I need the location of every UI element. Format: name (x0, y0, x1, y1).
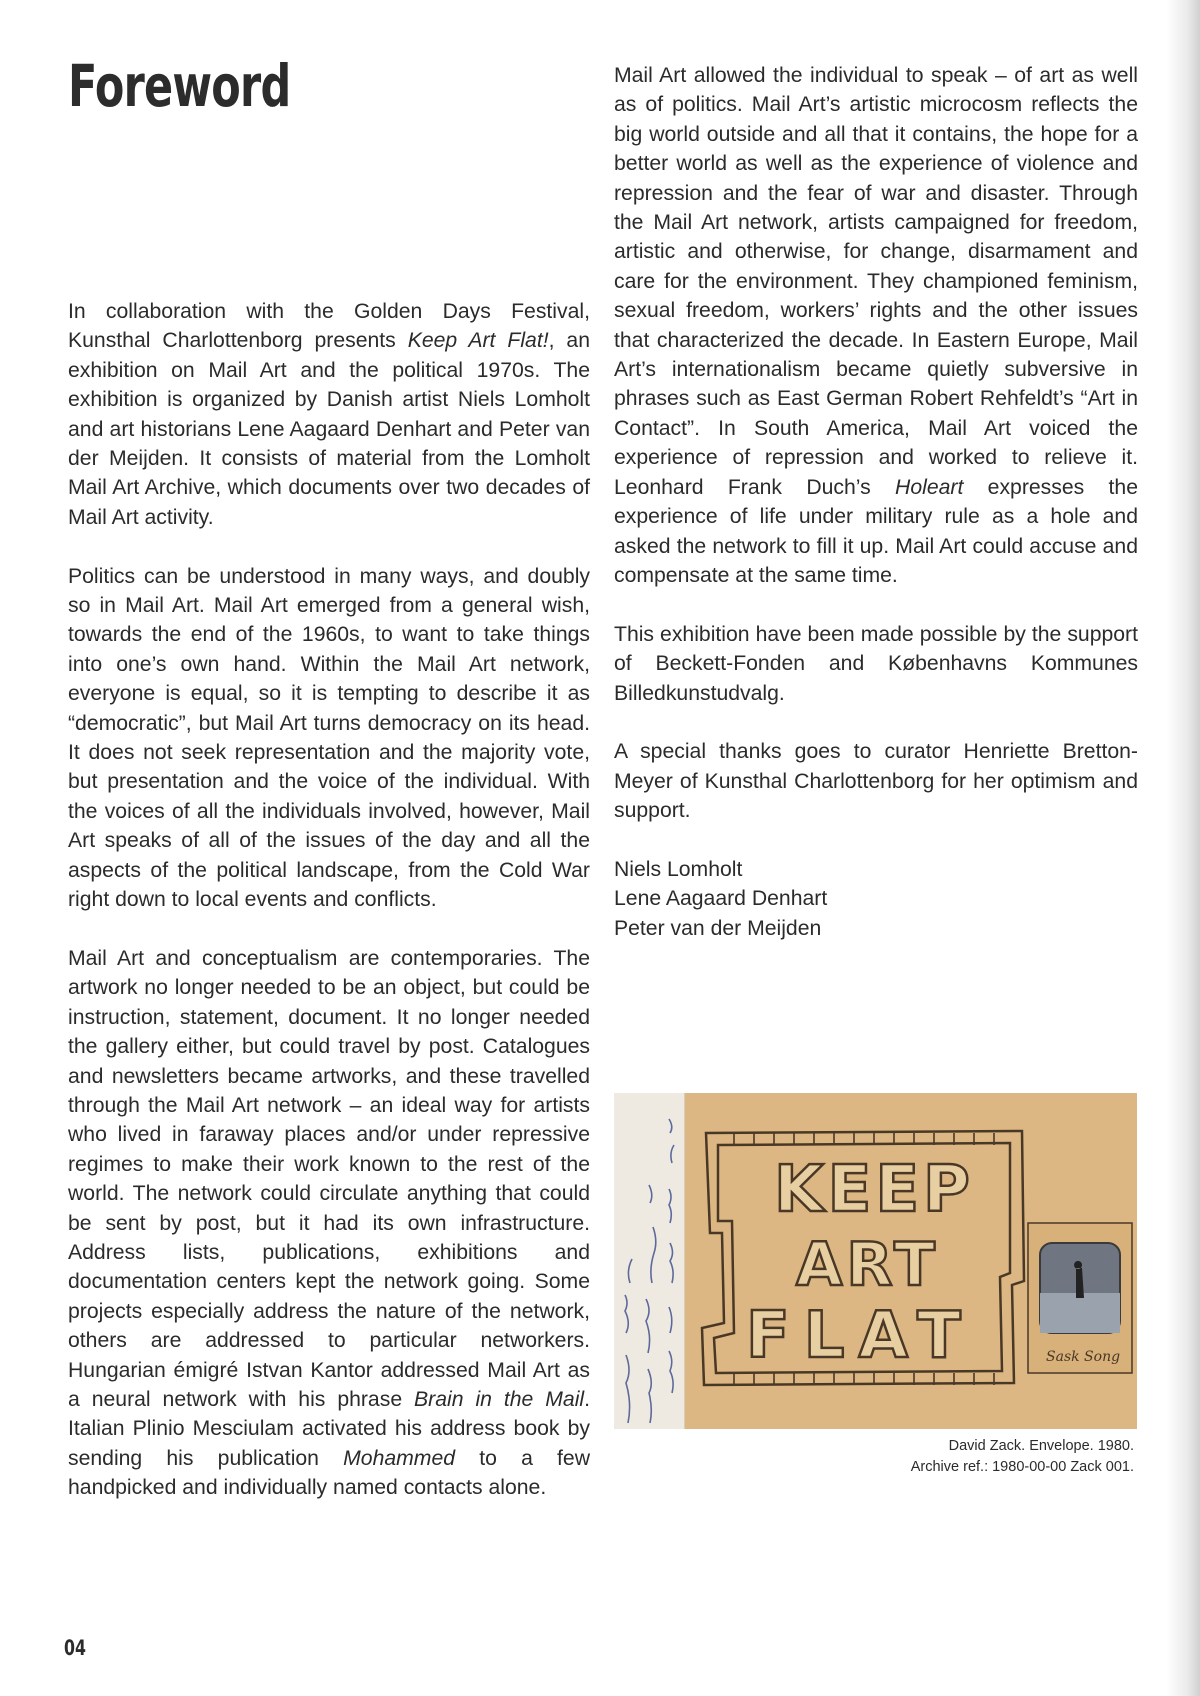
signature-name: Lene Aagaard Denhart (614, 887, 828, 911)
paragraph-individual: Mail Art allowed the individual to speak – of art as well as of politics. Mail Art’s artistic microcosm reflects the big world outside and all that it contains, the hope for a better world as well as the experience of violence and repression and the fear of war and disaster. Through the Mail Art network, artists campaigned for freedom, artistic and otherwise, for change, disarmament and care for the environment. They championed feminism, sexual freedom, workers’ rights and the other issues that characterized the decade. In Eastern Europe, Mail Art’s internationalism became quietly subversive in phrases such as East German Robert Rehfeldt’s “Art in Contact”. In South America, Mail Art voiced the experience of repression and worked to relieve it. Leonhard Frank Duch’s Holeart expresses the experience of life under military rule as a hole and asked the network to fill it up. Mail Art could accuse and compensate at the same time. (614, 64, 1138, 587)
photo-handwritten-label: Sask Song (1046, 1349, 1121, 1365)
paragraph-thanks: A special thanks goes to curator Henriette Bretton-Meyer of Kunsthal Charlottenborg for her optimism and support. (614, 740, 1138, 823)
page-edge-shadow (1166, 0, 1200, 1696)
artwork-word-keep: KEEP (774, 1153, 974, 1227)
page-number: 04 (64, 1636, 86, 1660)
keep-art-flat-drawing (614, 1093, 1137, 1429)
figure-caption (734, 1436, 1134, 1478)
signature-block (614, 855, 1138, 943)
artwork-word-flat: FLAT (746, 1299, 975, 1373)
paragraph-support: This exhibition have been made possible by the support of Beckett-Fonden and Københavns Kommunes Billedkunstudvalg. (614, 622, 1138, 705)
left-column (68, 297, 590, 1532)
paragraph-conceptualism: Mail Art and conceptualism are contemporaries. The artwork no longer needed to be an object, but could be instruction, statement, document. It no longer needed the gallery either, but could travel by post. Catalogues and newsletters became artworks, and these travelled through the Mail Art network – an ideal way for artists who lived in faraway places and/or under repressive regimes to make their work known to the rest of the world. The network could circulate anything that could be sent by post, but it had its own infrastructure. Address lists, publications, exhibitions and documentation centers kept the network going. Some projects especially address the nature of the network, others are addressed to particular networkers. Hungarian émigré Istvan Kantor addressed Mail Art as a neural network with his phrase Brain in the Mail. Italian Plinio Mesciulam activated his address book by sending his publication Mohammed to a few handpicked and individually named contacts alone. (68, 946, 591, 1500)
photo-ground (1040, 1293, 1120, 1333)
right-column (614, 61, 1138, 943)
page-title: Foreword (68, 52, 291, 120)
paragraph-intro: In collaboration with the Golden Days Festival, Kunsthal Charlottenborg presents Keep Art Flat!, an exhibition on Mail Art and the political 1970s. The exhibition is organized by Danish artist Niels Lomholt and art historians Lene Aagaard Denhart and Peter van der Meijden. It consists of material from the Lomholt Mail Art Archive, which documents over two decades of Mail Art activity. (68, 300, 590, 529)
signature-name: Peter van der Meijden (614, 916, 822, 940)
paragraph-politics: Politics can be understood in many ways, and doubly so in Mail Art. Mail Art emerged from a general wish, towards the end of the 1960s, to want to take things into one’s own hand. Within the Mail Art network, everyone is equal, so it is tempting to describe it as “democratic”, but Mail Art turns democracy on its head. It does not seek representation and the majority vote, but presentation and the voice of the individual. With the voices of all the individuals involved, however, Mail Art speaks of all of the issues of the day and all the aspects of the political landscape, from the Cold War right down to local events and conflicts. (68, 564, 590, 912)
artwork-word-art: ART (796, 1230, 939, 1300)
signature-name: Niels Lomholt (614, 857, 743, 881)
envelope-artwork-image (614, 1093, 1137, 1429)
caption-archive-ref: Archive ref.: 1980-00-00 Zack 001. (910, 1459, 1134, 1475)
caption-title: David Zack. Envelope. 1980. (948, 1438, 1134, 1454)
